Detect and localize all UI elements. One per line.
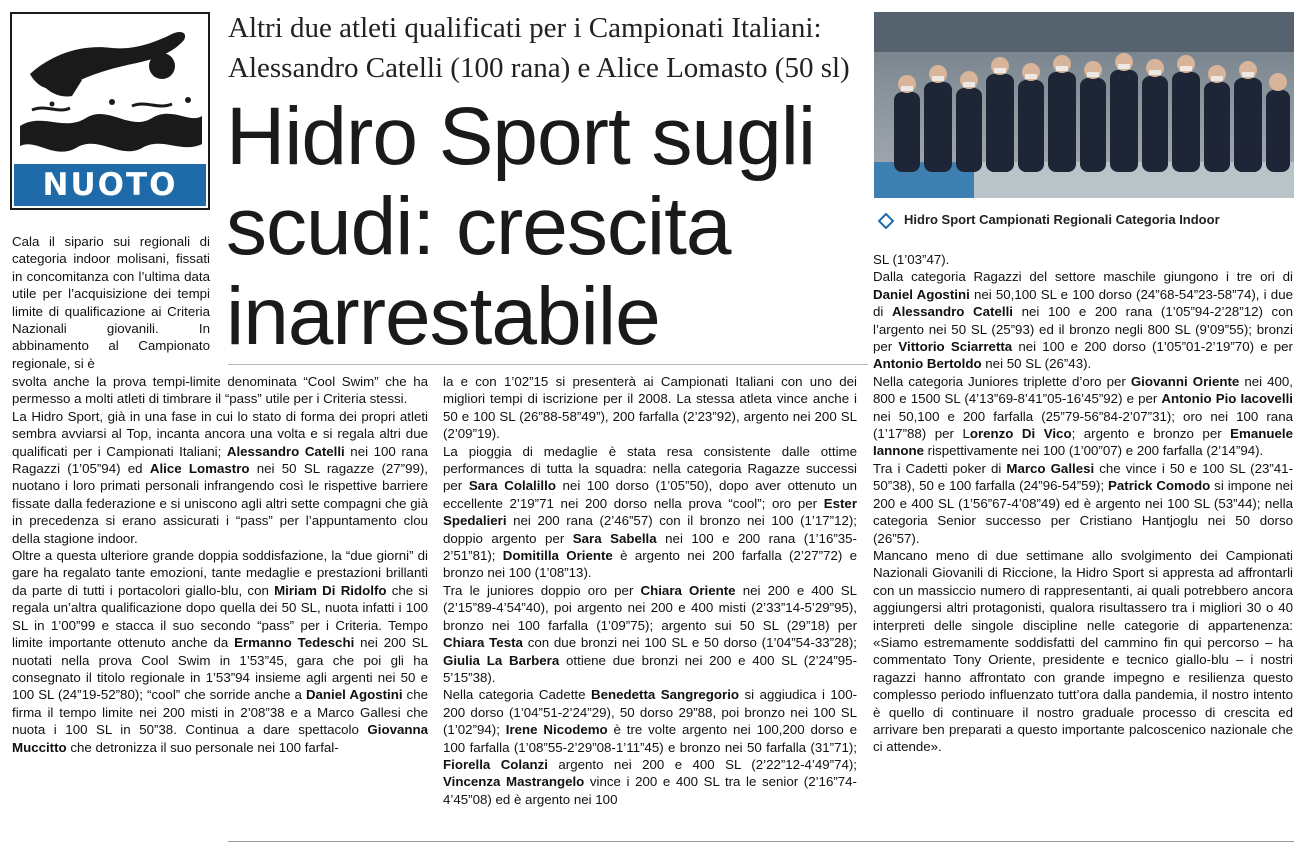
athlete-name: Vittorio Sciarretta — [898, 339, 1013, 355]
paragraph — [12, 408, 428, 547]
athlete-name: Antonio Bertoldo — [873, 356, 982, 372]
text-run: ottiene due bronzi nei 200 e 400 SL (2’24”95-5’15”38). — [443, 652, 857, 685]
athlete-name: Ermanno Tedeschi — [234, 635, 355, 651]
athlete-name: Alessandro Catelli — [892, 304, 1013, 320]
logo-label: NUOTO — [14, 164, 206, 206]
text-run: ; argento e bronzo per — [1071, 426, 1231, 442]
paragraph — [443, 443, 857, 582]
headline — [226, 92, 866, 362]
paragraph: SL (1’03”47). — [873, 252, 950, 267]
athlete-name: Sara Sabella — [572, 530, 657, 546]
text-run: nei 100 dorso (1’05”50), dopo aver ottenuto un eccellente 2’19”71 nei 200 dorso nella prova “cool”; oro per — [443, 478, 858, 511]
text-run: La Hidro Sport, già in una fase in cui lo stato di forma dei propri atleti sembra avviarsi al Top, incanta ancora una volta e si regala altri due qualificati per i Campionati Italiani; — [12, 408, 428, 459]
text-run: nei 100 e 200 rana (1’16”35-2’51”81); — [443, 530, 857, 564]
text-run: nei 100 e 200 rana (1’05”94-2’28”12) con l’argento nei 50 SL (25”93) ed il bronzo negli 800 SL (9’09”55); bronzi per — [873, 304, 1294, 355]
text-run: La pioggia di medaglie è stata resa consistente dalle ottime performances di tutta la squadra: nella categoria Ragazze successi per — [443, 443, 857, 494]
photo-caption-text: Hidro Sport Campionati Regionali Categoria Indoor — [904, 212, 1220, 227]
text-run: nei 200 rana (2’46”57) con il bronzo nei 100 (1’17”12); doppio argento per — [443, 513, 857, 546]
text-run: si aggiudica i 100-200 dorso (1’04”51-2’24”29), 50 dorso 29”88, poi bronzo nei 100 SL (1’02”94); — [443, 687, 858, 738]
text-run: nei 100 e 200 dorso (1’05”01-2’19”70) e per — [1012, 339, 1293, 355]
athlete-name: Fiorella Colanzi — [443, 756, 548, 772]
headline-divider — [228, 364, 868, 365]
paragraph — [443, 582, 857, 686]
athlete-name: Giovanna Muccitto — [12, 722, 428, 755]
athlete-name: Antonio Pio Iacovelli — [1161, 391, 1293, 407]
text-run: con due bronzi nei 100 SL e 50 dorso (1’04”54-33”28); — [522, 635, 858, 651]
text-run: nei 50 SL ragazze (27”99), nuotano i loro primati personali infrangendo così le rispettive barriere fissate dalla federazione e si uniscono agli altri sette compagni che già in precedenza si erano assicurati i “pass” per l’appuntamento clou della stagione indoor. — [12, 461, 429, 546]
paragraph: Cala il sipario sui regionali di categoria indoor molisani, fissati in concomitanza con l’ultima data utile per l’acquisizione dei tempi limite di qualificazione ai Criteria Nazionali giovanili. In abbinamento al Campionato regionale, si è — [12, 234, 210, 371]
text-run: nei 100 rana Ragazzi (1’05”94) ed — [12, 443, 428, 477]
text-run: si impone nei 200 e 400 SL (1’56”67-4’08”49) ed è argento nei 100 SL (53”44); nella categoria Senior successo per Cristiano Hantjoglu nei 50 dorso (26”57). — [873, 478, 1293, 546]
paragraph — [873, 373, 1293, 460]
kicker-line-1: Altri due atleti qualificati per i Campionati Italiani: — [228, 12, 822, 44]
athlete-name: Alice Lomastro — [149, 461, 250, 477]
athlete-name: Giulia La Barbera — [443, 652, 560, 668]
athlete-name: Giovanni Oriente — [1130, 373, 1240, 389]
athlete-name: Daniel Agostini — [305, 687, 403, 703]
text-run: rispettivamente nei 100 (1’00”07) e 200 farfalla (2’14”94). — [923, 443, 1264, 459]
text-run: Tra le juniores doppio oro per — [443, 582, 641, 598]
kicker — [228, 8, 868, 88]
text-run: nei 50,100 SL e 100 dorso (24”68-54”23-58”74), i due di — [873, 286, 1293, 320]
team-photo — [874, 12, 1294, 198]
text-run: è tre volte argento nei 100,200 dorso e 100 farfalla (1’08”55-2’29”08-1’11”45) e bronzo nei 50 farfalla (31”71); — [443, 722, 857, 755]
text-run: nei 50 SL (26”43). — [981, 356, 1092, 372]
text-run: che si regala un’altra qualificazione dopo quella dei 50 SL, nuota infatti i 100 SL in 1’00”99 e stacca il suo secondo “pass” per i Criteria. Tempo limite importante ottenuto anche da — [12, 582, 428, 651]
text-run: Dalla categoria Ragazzi del settore maschile giungono i tre ori di — [873, 269, 1293, 285]
paragraph — [873, 268, 1293, 372]
text-run: vince i 200 e 400 SL tra le senior (2’16”74-4’45”08) ed è argento nei 100 — [443, 774, 857, 807]
article-column-1-top — [12, 233, 210, 372]
paragraph — [873, 460, 1293, 547]
text-run: Tra i Cadetti poker di — [873, 460, 1007, 476]
athlete-name: Domitilla Oriente — [502, 548, 613, 564]
athlete-name: Chiara Oriente — [640, 582, 736, 598]
text-run: Nella categoria Cadette — [443, 687, 591, 703]
headline-line-1: Hidro Sport sugli — [226, 91, 816, 182]
text-run: Nella categoria Juniores triplette d’oro per — [873, 373, 1131, 389]
text-run: nei 50,100 e 200 farfalla (25”79-56”84-2’07”31); oro nei 100 rana (1’17”88) per L — [873, 408, 1293, 442]
paragraph: la e con 1’02”15 si presenterà ai Campionati Italiani con uno dei migliori tempi di iscrizione per il 2008. La stessa atleta vince anche i 50 e 100 SL (26”88-58”49”), 200 farfalla (2’23”92), argento nei 200 SL (2’09”19). — [443, 374, 857, 442]
text-run: Oltre a questa ulteriore grande doppia soddisfazione, la “due giorni” di gare ha regalato tante emozioni, tante medaglie e prestazioni brillanti da parte di tutti i portacolori giallo-blu, con — [12, 548, 428, 598]
text-run: che vince i 50 e 100 SL (23”41-50”38), 50 e 100 farfalla (24”96-54”59); — [873, 460, 1294, 494]
paragraph — [12, 547, 428, 756]
swimmer-icon — [12, 14, 208, 164]
article-column-3 — [873, 251, 1293, 756]
athlete-name: Emanuele Iannone — [873, 426, 1293, 459]
athlete-name: Daniel Agostini — [873, 286, 970, 302]
bottom-divider — [228, 841, 1294, 842]
headline-line-2: scudi: crescita — [226, 181, 731, 272]
text-run: nei 200 SL nuotati nella prova Cool Swim in 1’53”45, gara che poi gli ha consegnato il titolo regionale in 1’53”94 insieme agli argenti nei 50 e 100 SL (24”19-52”80); “cool” che sorride anche a — [12, 635, 428, 703]
photo-caption — [876, 210, 1296, 232]
text-run: che firma il tempo limite nei 200 misti in 2’08”38 e a Marco Gallesi che nuota i 100 SL in 50”38. Continua a dare spettacolo — [12, 687, 428, 738]
athlete-name: Vincenza Mastrangelo — [443, 774, 585, 790]
paragraph: Mancano meno di due settimane allo svolgimento dei Campionati Nazionali Giovanili di Riccione, la Hidro Sport si appresta ad affrontarli con un massiccio numero di rappresentanti, ai quali potrebbero ancora aggiungersi altri protagonisti, qualora risultassero tra i migliori 30 o 40 interpreti delle singole discipline nelle categorie di appartenenza: «Siamo estremamente soddisfatti del cammino fin qui percorso – ha commentato Tony Oriente, presidente e tecnico giallo-blu – i nostri ragazzi hanno affrontato con grande impegno e resilienza questo complesso periodo influenzato tutt’ora dalla pandemia, il nostro intento è quello di continuare il nostro graduale processo di crescita ed arrivare ben preparati a questo importante palcoscenico nazionale che ci attende». — [873, 547, 1293, 755]
kicker-line-2: Alessandro Catelli (100 rana) e Alice Lomasto (50 sl) — [228, 52, 850, 84]
athlete-name: Benedetta Sangregorio — [590, 687, 740, 703]
athlete-name: Irene Nicodemo — [505, 722, 608, 738]
athlete-name: Marco Gallesi — [1006, 460, 1095, 476]
text-run: che detronizza il suo personale nei 100 farfal- — [66, 739, 339, 755]
article-column-1 — [12, 373, 428, 756]
athlete-name: Ester Spedalieri — [443, 495, 857, 529]
athlete-name: Sara Colalillo — [468, 478, 556, 494]
paragraph: svolta anche la prova tempi-limite denominata “Cool Swim” che ha permesso a molti atleti di timbrare il “pass” utile per i Criteria stessi. — [12, 374, 428, 407]
text-run: nei 400, 800 e 1500 SL (4’13”69-8’41”05-16’45”92) e per — [873, 373, 1293, 407]
article-column-2 — [443, 373, 857, 808]
paragraph — [443, 686, 857, 808]
text-run: è argento nei 200 farfalla (2’27”72) e bronzo nei 100 (1’08”13). — [443, 548, 857, 581]
text-run: nei 200 e 400 SL (2’15”89-4’54”40), poi argento nei 200 e 400 misti (2’33”14-5’29”95), bronzo nei 100 farfalla (1’09”75); argento sui 50 SL (29”18) per — [443, 582, 857, 633]
diamond-icon — [878, 213, 894, 229]
section-logo — [10, 12, 210, 210]
athlete-name: Chiara Testa — [443, 635, 523, 651]
athlete-name: Patrick Comodo — [1108, 478, 1211, 494]
athlete-name: Miriam Di Ridolfo — [274, 582, 387, 598]
headline-line-3: inarrestabile — [226, 271, 660, 362]
team-photo-image — [874, 12, 1294, 198]
text-run: argento nei 200 e 400 SL (2’22”12-4’49”74); — [548, 756, 857, 772]
athlete-name: orenzo Di Vico — [969, 426, 1072, 442]
athlete-name: Alessandro Catelli — [226, 443, 345, 459]
